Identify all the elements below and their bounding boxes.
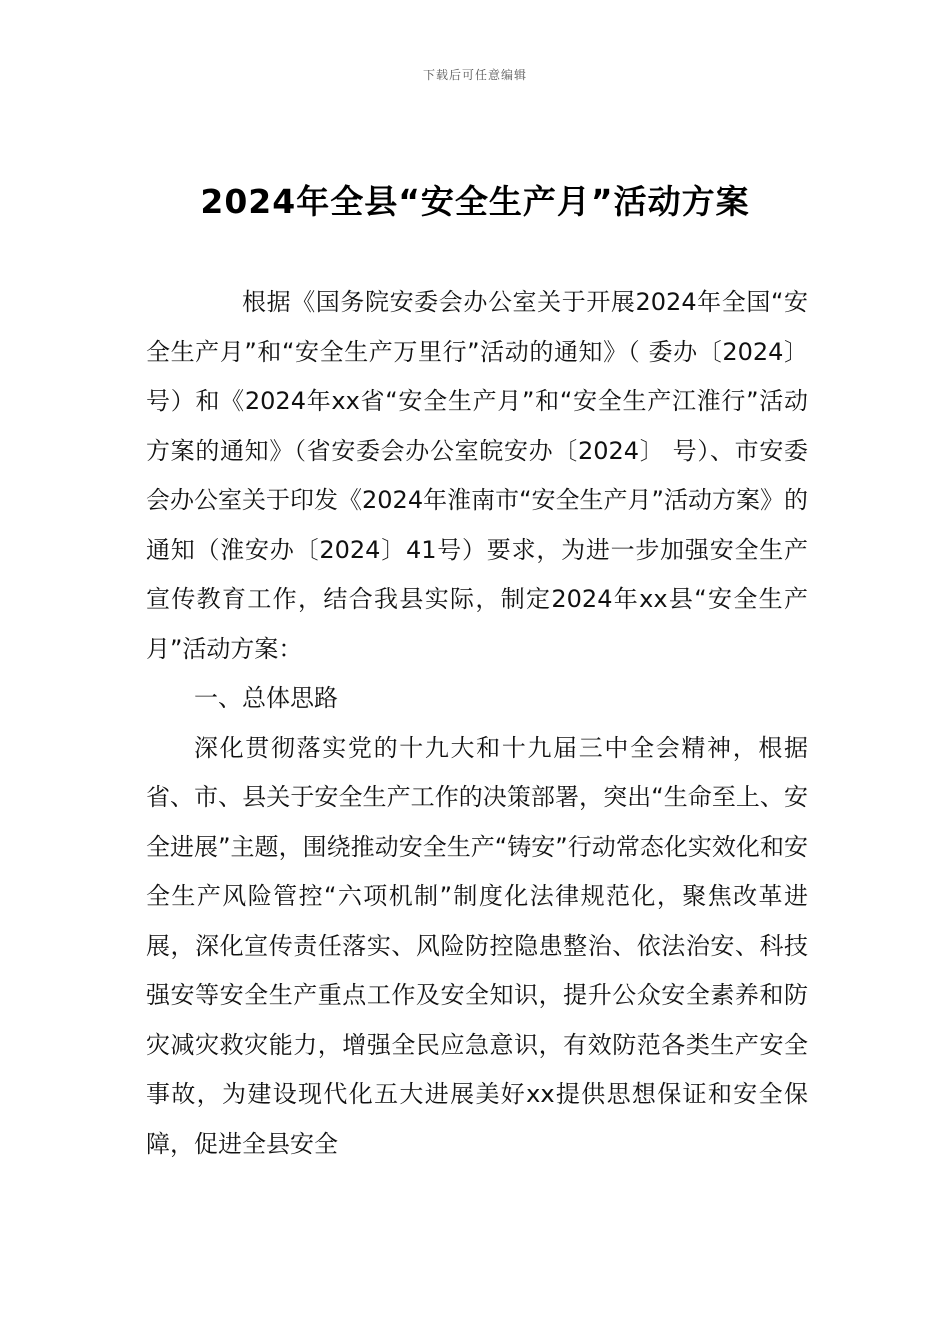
section-heading-overall-approach: 一、总体思路: [194, 684, 338, 712]
paragraph-intro: 根据《国务院安委会办公室关于开展2024年全国“安全生产月”和“安全生产万里行”活动的通知》（ 委办〔2024〕 号）和《2024年xx省“安全生产月”和“安全生产江淮行”活动方案的通知》（省安委会办公室皖安办〔2024〕 号）、市安委会办公室关于印发《2024年淮南市“安全生产月”活动方案》的通知（淮安办〔2024〕41号）要求，为进一步加强安全生产宣传教育工作，结合我县实际，制定2024年xx县“安全生产月”活动方案：: [146, 288, 808, 663]
header-note: 下载后可任意编辑: [422, 68, 527, 82]
document-body: [146, 278, 808, 1169]
paragraph-overall-approach: 深化贯彻落实党的十九大和十九届三中全会精神，根据省、市、县关于安全生产工作的决策部署，突出“生命至上、安全进展”主题，围绕推动安全生产“铸安”行动常态化实效化和安全生产风险管控“六项机制”制度化法律规范化，聚焦改革进展，深化宣传责任落实、风险防控隐患整治、依法治安、科技强安等安全生产重点工作及安全知识，提升公众安全素养和防灾减灾救灾能力，增强全民应急意识，有效防范各类生产安全事故，为建设现代化五大进展美好xx提供思想保证和安全保障，促进全县安全: [146, 733, 808, 1158]
document-title: 2024年全县“安全生产月”活动方案: [200, 182, 750, 221]
